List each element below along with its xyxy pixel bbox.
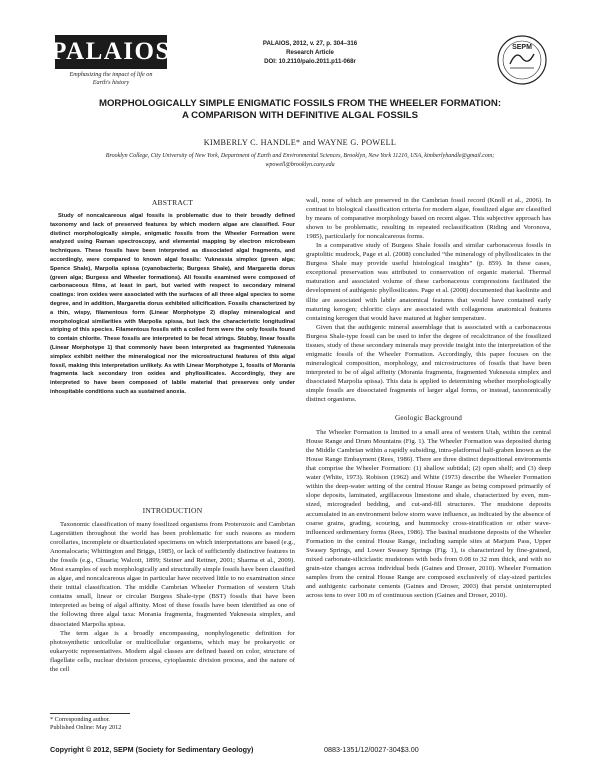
abstract-section (50, 198, 295, 397)
introduction-heading: INTRODUCTION (142, 506, 203, 515)
footnote-rule (50, 713, 130, 714)
copyright: Copyright © 2012, SEPM (Society for Sedimentary Geology) (50, 745, 254, 754)
right-paragraph-4: The Wheeler Formation is limited to a small area of western Utah, within the central House Range and Drum Mountains (Fig. 1). The Wheeler Formation was deposited during the Middle Cambrian within a rapidly subsiding, intra-platformal half-graben known as the House Range Embayment (Rees, 1986). There are three distinct depositional environments that comprise the Wheeler Formation: (1) shallow subtidal; (2) open shelf; and (3) deep water (White, 1973). Robison (1962) and White (1973) describe the Wheeler Formation within the deep-water setting of the central House Range as being composed primarily of slope deposits, laminated, argillaceous limestone and shale, characterized by even, mm-sized, micrograded bedding, and cut-and-fill structures. The mudstone deposits accumulated in an environment below storm wave influence, as indicated by the absence of coarse grains, grading, scouring, and hummocky cross-stratification or other wave-influenced sedimentary forms (Rees, 1986). The basinal mudstone deposits of the Wheeler Formation in the central House Range, including sample sites at Marjum Pass, Upper Swasey Springs, and Lower Swasey Springs (Fig. 1), is characterized by fine-grained, mixed carbonate-siliciclastic mudstones with beds from 0.08 to 32 mm thick, and with no grain-size changes across individual beds (Gaines and Droser, 2010). Wheeler Formation samples from the central House Range are composed exclusively of clay-sized particles and authigenic carbonate cements (Gaines and Droser, 2003) that persist uninterrupted across tens to over 100 m of continuous section (Gaines and Droser, 2010). (306, 429, 551, 599)
journal-logo: PALAIOS (55, 35, 167, 69)
journal-tagline (55, 71, 167, 87)
citation: PALAIOS, 2012, v. 27, p. 304–316 (262, 40, 358, 47)
introduction-paragraph-1: Taxonomic classification of many fossilized organisms from Proterozoic and Cambrian Lagerstätten throughout the world has been problematic for such reasons as modern corollaries, incomplete or disarticulated specimens on which interpretations are based (e.g., Anomalocaris; Whittington and Briggs, 1985), or lack of sufficiently distinctive features in the fossils (e.g., Chuaria; Walcott, 1899; Steiner and Reitner, 2001; Sharma et al., 2009). Most examples of such morphologically and structurally simple fossils have been classified as algae, and noncalcareous algae in particular have received little to no examination since their initial classification. The middle Cambrian Wheeler Formation of western Utah contains small, linear or circular Burgess Shale-type (BST) fossils that have been interpreted as being of algal affinity. Most of these fossils have been identified as one of the following three algal taxa: Morania fragmenta, fragmented Yuknessia simplex, and dissociated Marpolia spissa. (50, 521, 295, 628)
introduction-paragraph-2: The term algae is a broadly encompassing, nonphylogenetic definition for photosynthetic unicellular or multicellular organisms, which may be prokaryotic or eukaryotic representatives. Modern algal classes are defined based on color, structure of flagellate cells, nuclear division process, cytoplasmic division process, and the nature of the cell (50, 629, 295, 673)
journal-tagline-line-1: Emphasizing the impact of life on (69, 71, 153, 78)
sepm-logo-text: SEPM (512, 44, 532, 51)
right-column (306, 196, 551, 600)
footnote (50, 716, 295, 732)
affiliation (45, 152, 555, 170)
doi: DOI: 10.2110/palo.2011.p11-068r (264, 58, 356, 65)
abstract-heading: ABSTRACT (151, 198, 194, 207)
affiliation-line-2: wpowell@brooklyn.cuny.edu (265, 162, 335, 168)
issn: 0883-1351/12/0027-304$3.00 (324, 745, 419, 754)
article-title-line-2: A COMPARISON WITH DEFINITIVE ALGAL FOSSILS (181, 110, 419, 121)
affiliation-line-1: Brooklyn College, City University of New York, Department of Earth and Environmental Sciences, Brooklyn, New York 11210, USA, kimberlyhandle@gmail.com; (105, 153, 495, 159)
abstract-text: Study of noncalcareous algal fossils is problematic due to their broadly defined taxonomy and lack of preserved features by which modern algae are classified. Four distinct morphologically simple, enigmatic fossils from the Wheeler Formation were analyzed using Raman spectroscopy, and elemental mapping by electron microbeam techniques. These fossils have been interpreted as dissociated algal fragments, and accordingly, were compared to known algal fossils: Yuknessia simplex (green alga; Spence Shale), Marpolia spissa (cyanobacteria; Burgess Shale), and Margaretia dorus (green alga; Burgess and Wheeler formations). All fossils examined were composed of carbonaceous films, at least in part, but varied with respect to secondary mineral coatings: iron oxides were associated with the surfaces of all three algal species to some degree, and in addition, Margaretia dorus exhibited silicification. Fossils characterized by a thin, wispy, filamentous form (Linear Morphotype 2) display mineralogical and morphological similarities with Marpolia spissa, but lack the characteristic longitudinal striping of this species. Filamentous fossils with a coiled form were the only fossils found to contain chlorite. These fossils are interpreted to be fecal strings. Stubby, linear fossils (Linear Morphotype 1) that commonly have been interpreted as fragmented Yuknessia simplex exhibit neither the mineralogical nor the microstructural features of this algal fossil, making this interpretation unlikely. As with Linear Morphotype 1, fossils of Morania fragmenta lack secondary iron oxides and phyllosilicates. Accordingly, they are interpreted to have been composed of labile material that preserves only under inhospitable conditions such as sustained anoxia. (50, 213, 295, 395)
sepm-society-logo (496, 34, 548, 86)
introduction-section (50, 506, 295, 674)
published-online-note: Published Online: May 2012 (50, 724, 122, 731)
right-paragraph-3: Given that the authigenic mineral assemblage that is associated with a carbonaceous Burgess Shale-type fossil can be used to infer the degree of recalcitrance of the fossilized tissues, study of these secondary minerals may provide insight into the interpretation of the enigmatic fossils of the Wheeler Formation. Accordingly, this paper focuses on the mineralogical composition, morphology, and microstructures of fossils that have been interpreted to be of algal affinity (Morania fragmenta, fragmented Yuknessia simplex and dissociated Marpolia spissa). This data is applied to determining whether morphologically simple fossils are dissociated fragments of larger algal forms, or instead, taxonomically distinct organisms. (306, 323, 551, 404)
geologic-background-heading: Geologic Background (394, 414, 463, 423)
citation-block (230, 39, 390, 66)
authors: KIMBERLY C. HANDLE* and WAYNE G. POWELL (203, 138, 397, 147)
article-type: Research Article (286, 49, 334, 56)
article-title (40, 98, 560, 122)
right-paragraph-1: wall, none of which are preserved in the Cambrian fossil record (Knoll et al., 2006). In contrast to biological classification criteria for modern algae, fossilized algae are classified by means of comparative morphology based on recent algae. This subjective approach has shown to be problematic, resulting in repeated reclassification (Riding and Voronova, 1985), particularly for noncalcareous forms. (306, 197, 551, 241)
article-title-line-1: MORPHOLOGICALLY SIMPLE ENIGMATIC FOSSILS FROM THE WHEELER FORMATION: (98, 98, 502, 109)
right-paragraph-2: In a comparative study of Burgess Shale fossils and similar carbonaceous fossils in graptolitic mudrock, Page et al. (2008) concluded “the mineralogy of phyllosilicates in the Burgess Shale may provide useful histological insights” (p. 859). In these cases, exceptional preservation was attributed to conservation of organic material. Thermal maturation and associated volume of these carbonaceous compressions facilitated the development of authigenic phyllosilicates. Page et al. (2008) documented that kaolinite and illite are associated with labile anatomical features that would have contained early maturing kerogen; chloritic clays are associated with collagenous anatomical features containing kerogen that would have matured at higher temperature. (306, 242, 551, 322)
journal-tagline-line-2: Earth's history (92, 79, 130, 86)
corresponding-author-note: * Corresponding author. (50, 716, 110, 723)
